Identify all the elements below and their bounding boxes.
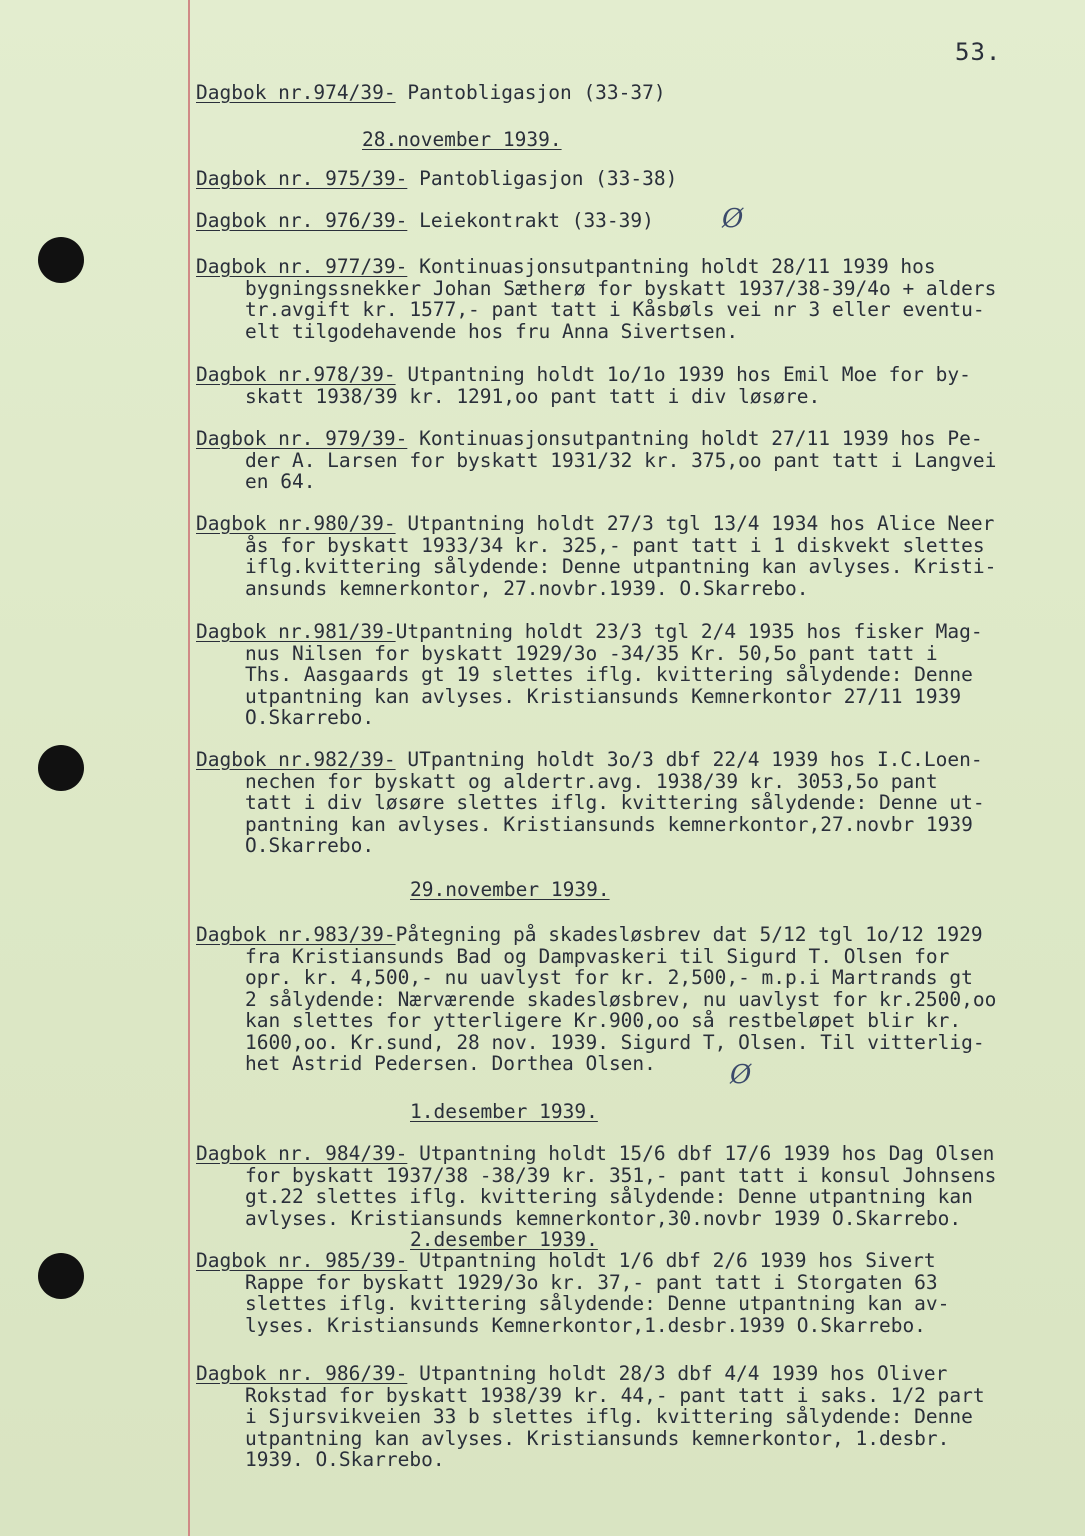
page-number: 53. [955,38,1002,66]
entry-text: Utpantning holdt 23/3 tgl 2/4 1935 hos fisker Mag- [395,620,983,643]
journal-entry-984 [196,1143,1066,1229]
entry-reference: Dagbok nr. 984/39- [196,1142,408,1165]
journal-entry-977 [196,256,1066,342]
entry-reference: Dagbok nr.983/39- [196,923,396,946]
entry-reference: Dagbok nr. 976/39- [196,209,408,232]
entry-text: ås for byskatt 1933/34 kr. 325,- pant tatt i 1 diskvekt slettes [245,533,985,557]
entry-text: utpantning kan avlyses. Kristiansunds Kemnerkontor 27/11 1939 [245,684,962,708]
date-heading: 29.november 1939. [410,878,610,901]
entry-text: O.Skarrebo. [245,834,375,857]
journal-entry-978 [196,364,1066,407]
entry-reference: Dagbok nr.982/39- [196,748,396,771]
entry-text: Utpantning holdt 1o/1o 1939 hos Emil Moe for by- [407,363,971,386]
punch-hole [38,1253,84,1299]
journal-entry-974 [196,82,1066,104]
entry-text: Utpantning holdt 28/3 dbf 4/4 1939 hos Oliver [419,1362,948,1385]
entry-text: nechen for byskatt og aldertr.avg. 1938/39 kr. 3053,5o pant [245,769,938,793]
entry-text: Pantobligasjon (33-37) [407,81,666,104]
entry-text: for byskatt 1937/38 -38/39 kr. 351,- pant tatt i konsul Johnsens [245,1163,997,1187]
entry-text: lyses. Kristiansunds Kemnerkontor,1.desbr.1939 O.Skarrebo. [245,1313,926,1337]
entry-text: Rokstad for byskatt 1938/39 kr. 44,- pant tatt i saks. 1/2 part [245,1383,985,1407]
journal-entry-975 [196,168,1066,190]
entry-text: utpantning kan avlyses. Kristiansunds kemnerkontor, 1.desbr. [245,1426,950,1450]
entry-text: tr.avgift kr. 1577,- pant tatt i Kåsbøls vei nr 3 eller eventu- [245,298,985,321]
journal-entry-985 [196,1250,1066,1336]
entry-text: Kontinuasjonsutpantning holdt 28/11 1939 hos [419,255,936,278]
journal-entry-980 [196,513,1066,599]
entry-text: kan slettes for ytterligere Kr.900,oo så restbeløpet blir kr. [245,1009,962,1032]
entry-text: pantning kan avlyses. Kristiansunds kemnerkontor,27.novbr 1939 [245,812,973,836]
entry-text: avlyses. Kristiansunds kemnerkontor,30.novbr 1939 O.Skarrebo. [245,1206,962,1230]
handwritten-mark: Ø [722,204,744,234]
date-heading: 28.november 1939. [362,128,562,151]
entry-text: Pantobligasjon (33-38) [419,167,678,190]
entry-text: 1939. O.Skarrebo. [245,1448,445,1471]
entry-text: bygningssnekker Johan Sætherø for byskatt 1937/38-39/4o + alders [245,276,997,300]
entry-text: Leiekontrakt (33-39) [419,209,654,232]
punch-hole [38,237,84,283]
entry-text: Ths. Aasgaards gt 19 slettes iflg. kvittering sålydende: Denne [245,663,973,686]
entry-reference: Dagbok nr.980/39- [196,512,396,535]
entry-text: i Sjursvikveien 33 b slettes iflg. kvittering sålydende: Denne [245,1405,973,1428]
journal-entry-976 [196,210,1066,232]
entry-text: opr. kr. 4,500,- nu uavlyst for kr. 2,500,- m.p.i Martrands gt [245,966,973,989]
entry-text: nus Nilsen for byskatt 1929/3o -34/35 Kr. 50,5o pant tatt i [245,641,938,665]
entry-reference: Dagbok nr. 979/39- [196,427,408,450]
date-heading: 2.desember 1939. [410,1228,598,1251]
entry-text: slettes iflg. kvittering sålydende: Denne utpantning kan av- [245,1292,950,1315]
entry-text: elt tilgodehavende hos fru Anna Sivertsen. [245,319,739,343]
entry-text: en 64. [245,470,316,493]
entry-reference: Dagbok nr. 985/39- [196,1249,408,1272]
entry-text: 1600,oo. Kr.sund, 28 nov. 1939. Sigurd T, Olsen. Til vitterlig- [245,1030,985,1054]
entry-reference: Dagbok nr. 975/39- [196,167,408,190]
entry-text: Utpantning holdt 1/6 dbf 2/6 1939 hos Sivert [419,1249,936,1272]
entry-text: der A. Larsen for byskatt 1931/32 kr. 375,oo pant tatt i Langvei [245,448,997,472]
journal-entry-982 [196,749,1066,857]
punch-hole [38,745,84,791]
handwritten-mark: Ø [730,1060,752,1090]
entry-text: UTpantning holdt 3o/3 dbf 22/4 1939 hos I.C.Loen- [407,748,983,771]
margin-rule [188,0,190,1536]
entry-text: Rappe for byskatt 1929/3o kr. 37,- pant tatt i Storgaten 63 [245,1270,938,1294]
entry-reference: Dagbok nr.974/39- [196,81,396,104]
entry-text: het Astrid Pedersen. Dorthea Olsen. [245,1052,656,1075]
entry-reference: Dagbok nr. 977/39- [196,255,408,278]
journal-entry-979 [196,428,1066,493]
journal-entry-981 [196,621,1066,729]
entry-reference: Dagbok nr.981/39- [196,620,396,643]
entry-text: Utpantning holdt 27/3 tgl 13/4 1934 hos Alice Neer [407,512,995,535]
entry-text: fra Kristiansunds Bad og Dampvaskeri til Sigurd T. Olsen for [245,944,950,968]
entry-text: Kontinuasjonsutpantning holdt 27/11 1939 hos Pe- [419,427,983,450]
journal-entry-986 [196,1363,1066,1471]
entry-text: Påtegning på skadesløsbrev dat 5/12 tgl 1o/12 1929 [395,923,983,946]
entry-text: 2 sålydende: Nærværende skadesløsbrev, nu uavlyst for kr.2500,oo [245,987,997,1011]
entry-text: O.Skarrebo. [245,706,375,729]
entry-text: skatt 1938/39 kr. 1291,oo pant tatt i div løsøre. [245,384,821,408]
entry-text: ansunds kemnerkontor, 27.novbr.1939. O.Skarrebo. [245,576,809,600]
entry-text: tatt i div løsøre slettes iflg. kvittering sålydende: Denne ut- [245,791,985,814]
entry-text: Utpantning holdt 15/6 dbf 17/6 1939 hos Dag Olsen [419,1142,995,1165]
journal-entry-983 [196,924,1066,1075]
entry-text: iflg.kvittering sålydende: Denne utpantning kan avlyses. Kristi- [245,555,997,578]
entry-reference: Dagbok nr.978/39- [196,363,396,386]
date-heading: 1.desember 1939. [410,1100,598,1123]
entry-text: gt.22 slettes iflg. kvittering sålydende: Denne utpantning kan [245,1185,973,1208]
entry-reference: Dagbok nr. 986/39- [196,1362,408,1385]
